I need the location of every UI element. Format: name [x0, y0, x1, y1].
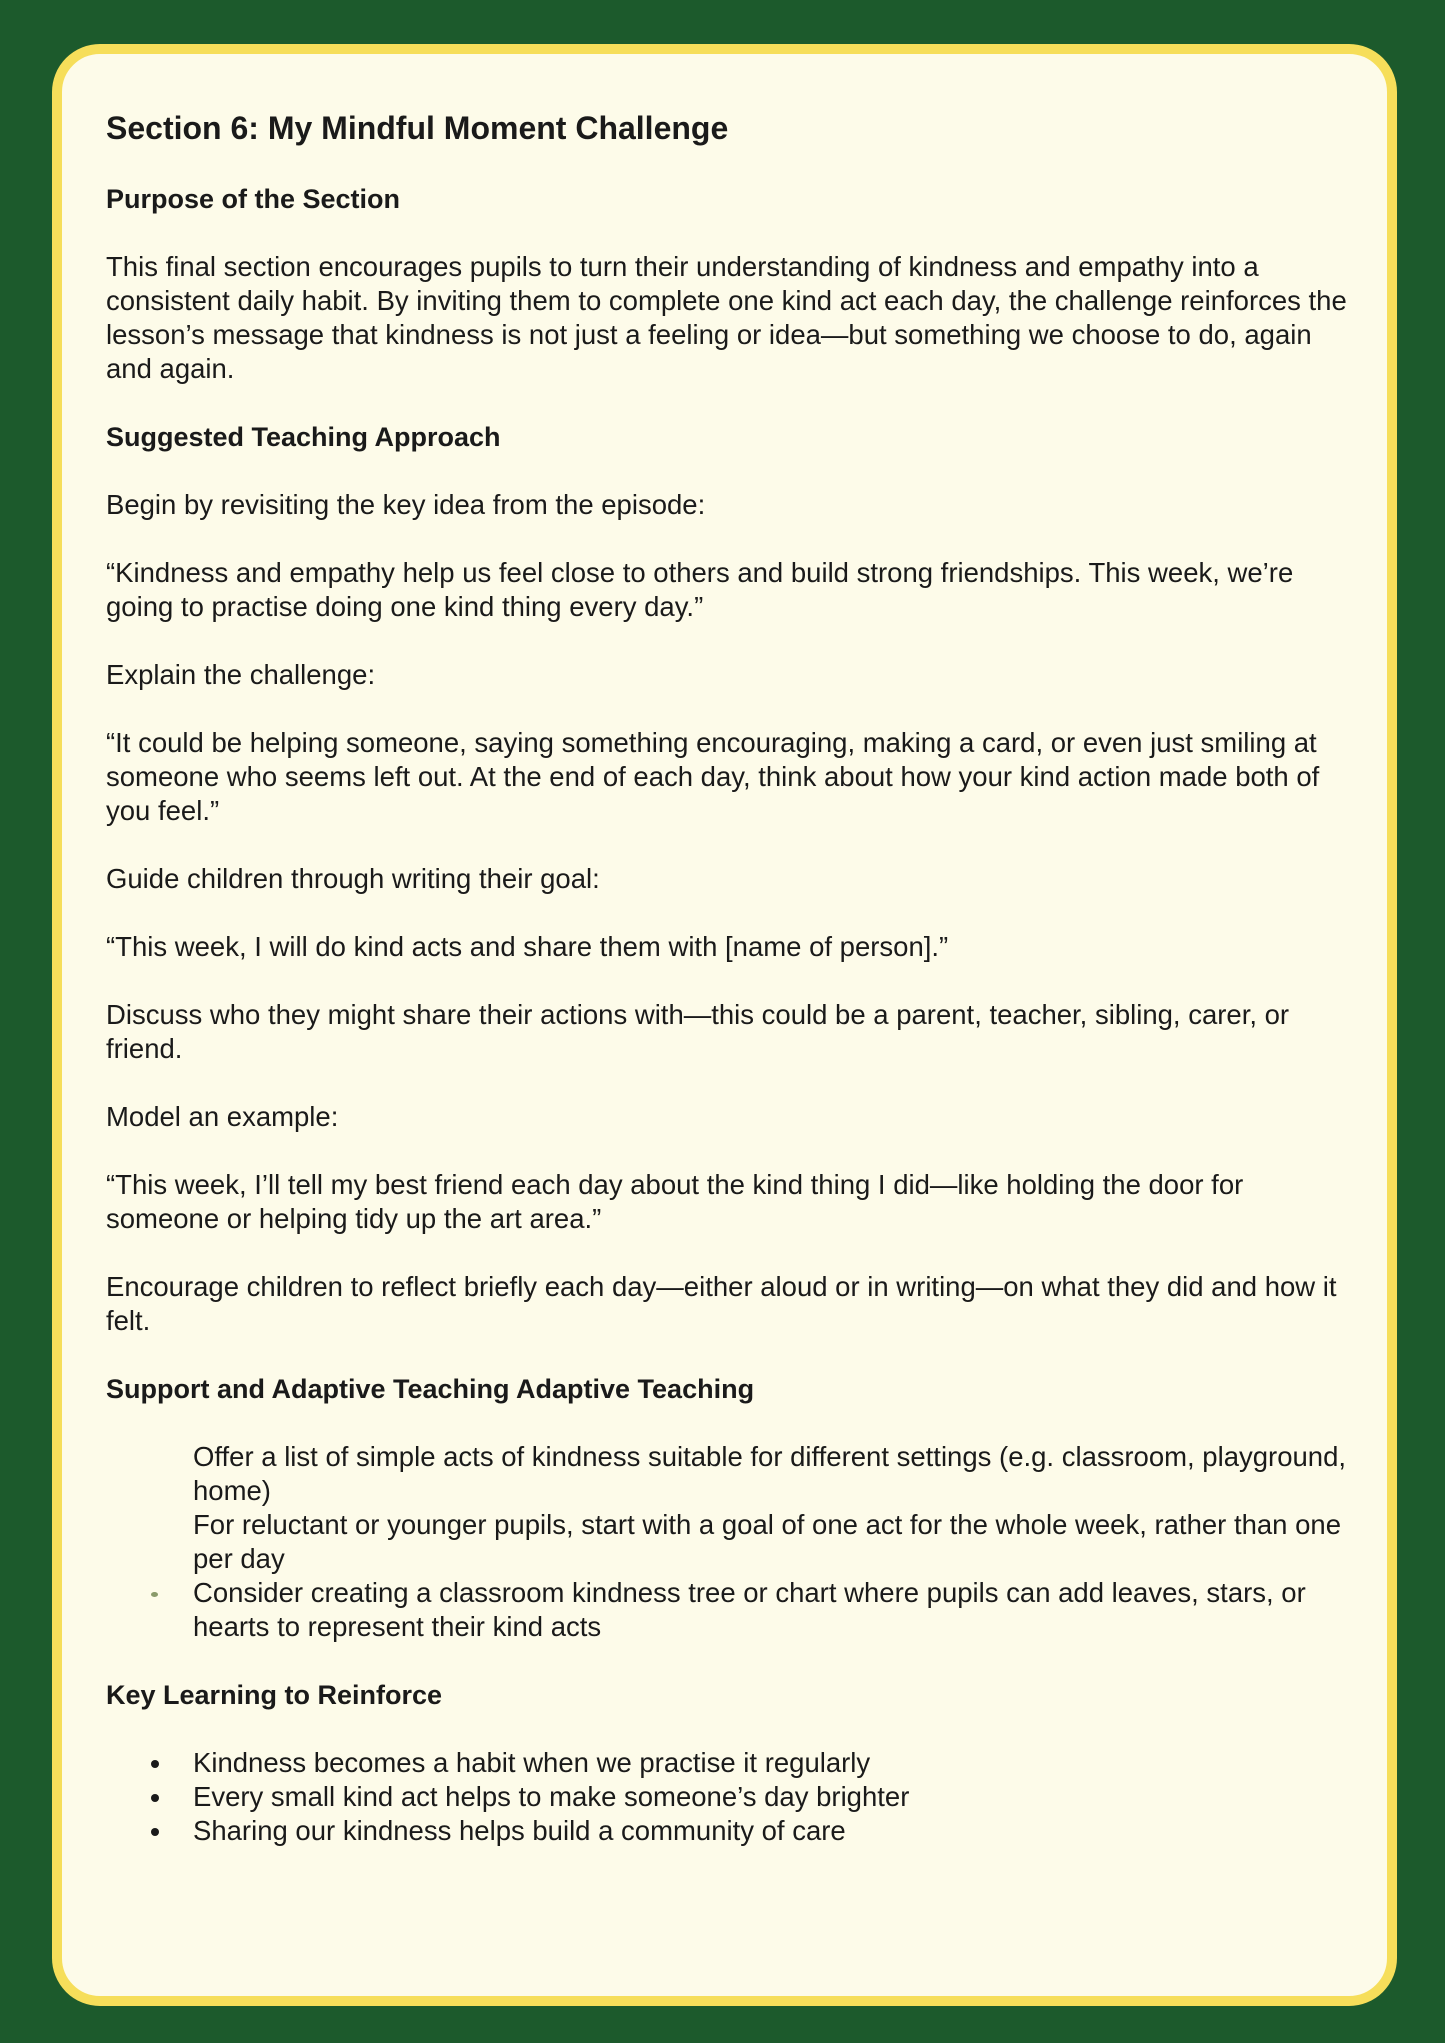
- approach-paragraph: “It could be helping someone, saying something encouraging, making a card, or even just smiling at someone who seems left out. At the end of each day, think about how your kind action made both of you feel.”: [106, 727, 1320, 826]
- approach-paragraph: “This week, I’ll tell my best friend each day about the kind thing I did—like holding the door for someone or helping tidy up the art area.”: [106, 1169, 1244, 1234]
- list-item-text: Offer a list of simple acts of kindness suitable for different settings (e.g. classroom, playground, home): [193, 1441, 1347, 1506]
- list-item-text: For reluctant or younger pupils, start with a goal of one act for the whole week, rather than one per day: [193, 1509, 1342, 1574]
- list-item: [106, 1780, 1356, 1814]
- key-learning-heading: Key Learning to Reinforce: [106, 1680, 443, 1710]
- approach-paragraph: “Kindness and empathy help us feel close to others and build strong friendships. This week, we’re going to practise doing one kind thing every day.”: [106, 557, 1294, 622]
- list-item-text: Kindness becomes a habit when we practise it regularly: [193, 1747, 871, 1778]
- list-item-text: Every small kind act helps to make someone’s day brighter: [193, 1781, 910, 1812]
- page-title: Section 6: My Mindful Moment Challenge: [106, 110, 729, 146]
- bullet-icon: [151, 1794, 159, 1802]
- list-item-text: Sharing our kindness helps build a community of care: [193, 1815, 846, 1846]
- approach-paragraph: Begin by revisiting the key idea from the episode:: [106, 489, 706, 520]
- list-item: [106, 1576, 1356, 1644]
- approach-paragraph: “This week, I will do kind acts and share them with [name of person].”: [106, 931, 949, 962]
- approach-paragraph: Encourage children to reflect briefly each day—either aloud or in writing—on what they did and how it felt.: [106, 1271, 1337, 1336]
- list-item: [106, 1746, 1356, 1780]
- support-heading: Support and Adaptive Teaching Adaptive Teaching: [106, 1374, 755, 1404]
- approach-paragraph: Model an example:: [106, 1101, 339, 1132]
- approach-paragraph: Discuss who they might share their actions with—this could be a parent, teacher, sibling, carer, or friend.: [106, 999, 1290, 1064]
- support-list: [106, 1440, 1356, 1644]
- document-card: [52, 44, 1397, 2006]
- purpose-text: This final section encourages pupils to turn their understanding of kindness and empathy into a consistent daily habit. By inviting them to complete one kind act each day, the challenge reinforces the lesson’s message that kindness is not just a feeling or idea—but something we choose to do, again and again.: [106, 251, 1347, 384]
- purpose-heading: Purpose of the Section: [106, 184, 401, 214]
- list-item: [106, 1440, 1356, 1508]
- approach-paragraph: Explain the challenge:: [106, 659, 376, 690]
- list-item: [106, 1508, 1356, 1576]
- list-item-text: Consider creating a classroom kindness tree or chart where pupils can add leaves, stars, or hearts to represent their kind acts: [193, 1577, 1306, 1642]
- document-content: [106, 108, 1356, 1848]
- bullet-icon: [151, 1760, 159, 1768]
- approach-paragraph: Guide children through writing their goal:: [106, 863, 600, 894]
- bullet-icon: [151, 1828, 159, 1836]
- bullet-icon: [151, 1592, 158, 1597]
- key-learning-list: [106, 1746, 1356, 1848]
- approach-heading: Suggested Teaching Approach: [106, 422, 501, 452]
- list-item: [106, 1814, 1356, 1848]
